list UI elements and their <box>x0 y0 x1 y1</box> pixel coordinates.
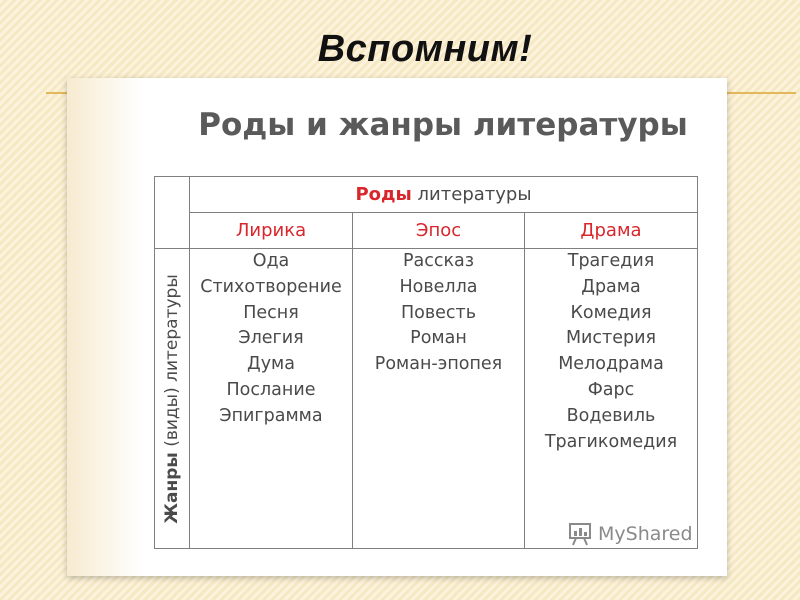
genres-side-label-cell <box>155 249 190 549</box>
presentation-board-icon <box>568 522 594 546</box>
lyric-genres-cell <box>190 249 353 549</box>
list-item: Элегия <box>238 328 304 349</box>
list-item: Водевиль <box>566 405 656 426</box>
myshared-watermark <box>568 522 693 546</box>
list-item: Трагикомедия <box>544 431 678 452</box>
genres-side-label <box>162 274 182 524</box>
list-item: Мистерия <box>565 328 657 349</box>
list-item: Повесть <box>400 302 477 323</box>
list-item: Драма <box>581 276 641 297</box>
slide-title: Вспомним! <box>317 28 533 70</box>
list-item: Новелла <box>399 276 478 297</box>
list-item: Роман <box>410 328 467 349</box>
genres-table <box>154 176 698 549</box>
list-item: Стихотворение <box>200 276 342 297</box>
kinds-header-rest: литературы <box>411 184 532 205</box>
list-item: Рассказ <box>402 251 475 271</box>
table-corner-cell <box>155 177 190 249</box>
list-item: Эпиграмма <box>219 405 323 426</box>
gold-rule-right <box>724 92 796 94</box>
table-header-row <box>155 177 698 213</box>
column-header-drama: Драма <box>525 213 698 249</box>
genres-body-row <box>155 249 698 549</box>
genres-side-label-accent: Жанры <box>162 451 182 524</box>
genres-side-label-rest: (виды) литературы <box>162 273 182 452</box>
list-item: Песня <box>243 302 299 323</box>
list-item: Фарс <box>587 379 635 400</box>
list-item: Послание <box>226 379 316 400</box>
kinds-header-cell <box>190 177 698 213</box>
column-header-epic: Эпос <box>353 213 525 249</box>
list-item: Мелодрама <box>558 354 664 375</box>
list-item: Дума <box>247 354 295 375</box>
list-item: Трагедия <box>567 251 655 271</box>
list-item: Ода <box>252 251 290 271</box>
table-heading: Роды и жанры литературы <box>198 107 688 143</box>
column-header-lyric: Лирика <box>190 213 353 249</box>
list-item: Роман-эпопея <box>374 354 503 375</box>
drama-genres-cell <box>525 249 698 549</box>
epic-genres-cell <box>353 249 525 549</box>
column-header-row <box>155 213 698 249</box>
watermark-text: MyShared <box>598 523 693 545</box>
kinds-header-accent: Роды <box>355 184 412 205</box>
list-item: Комедия <box>570 302 652 323</box>
card-left-shade <box>67 78 143 576</box>
